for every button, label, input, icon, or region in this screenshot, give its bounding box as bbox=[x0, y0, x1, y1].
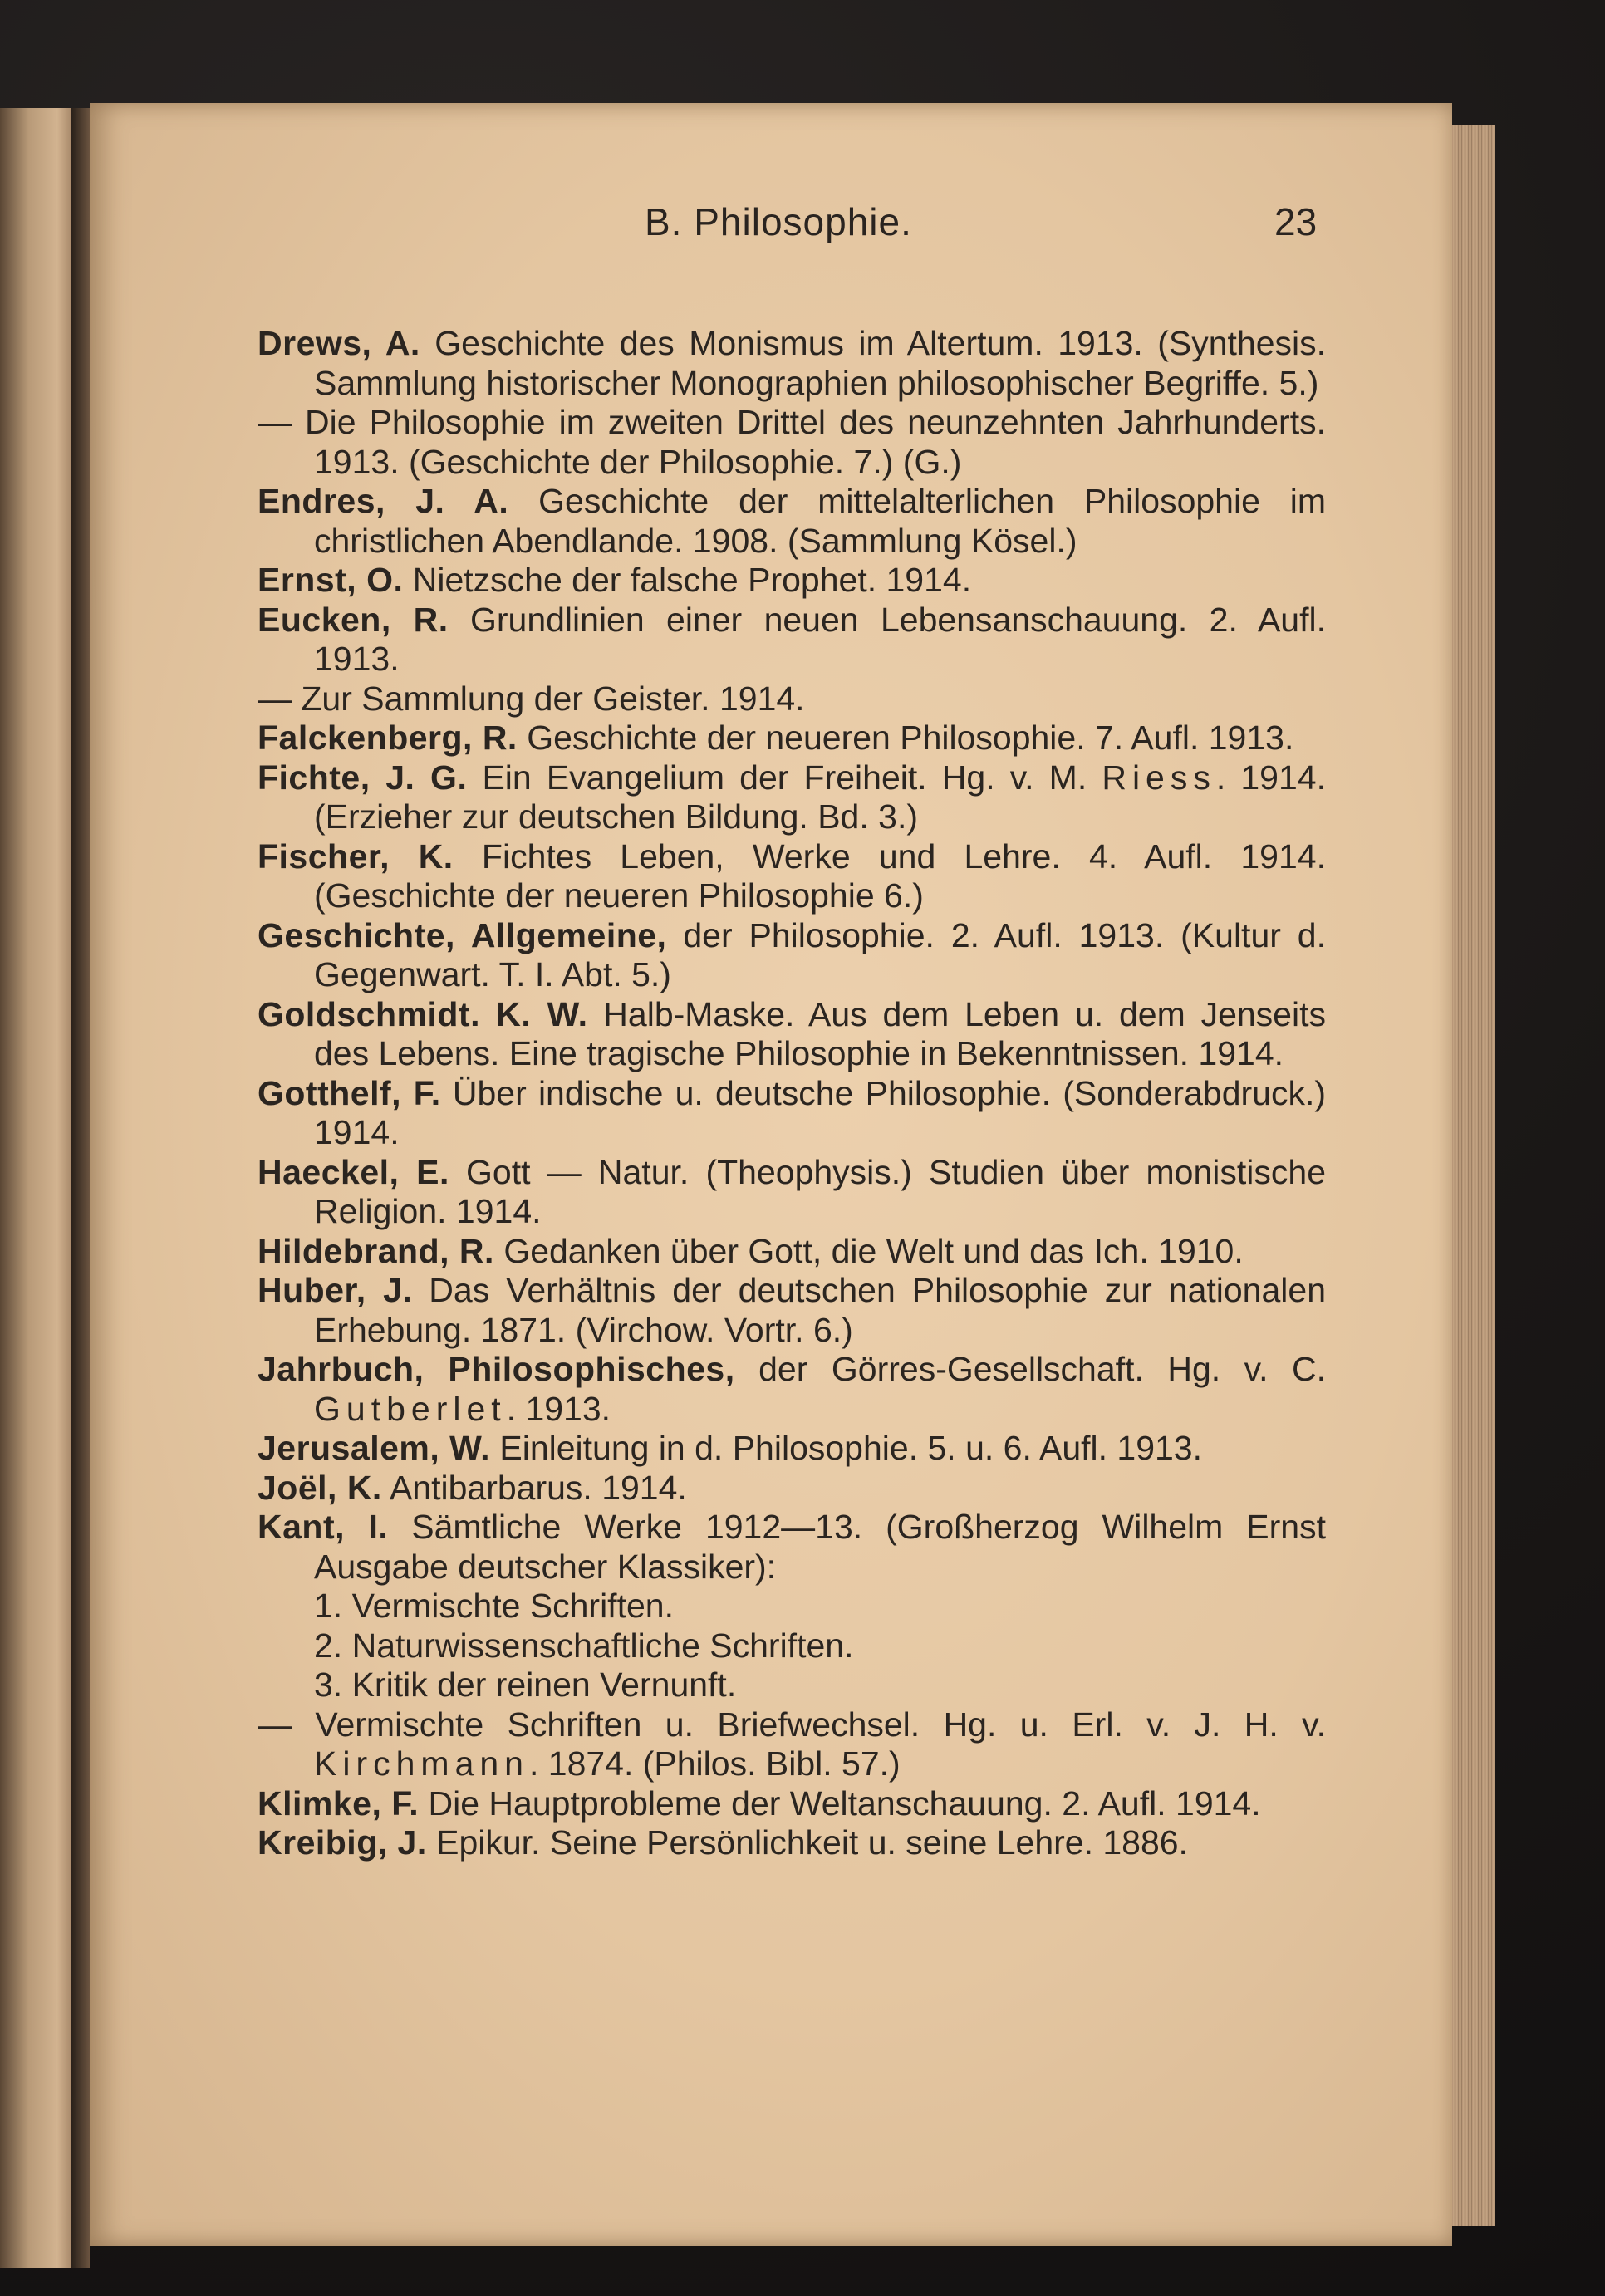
bibliography-entry bbox=[258, 1823, 1326, 1863]
entry-editor-spaced: Riess bbox=[1102, 758, 1216, 797]
entry-text: Grundlinien einer neuen Lebensanschauung. 2. Aufl. 1913. bbox=[314, 600, 1326, 678]
bibliography-entry bbox=[258, 1429, 1326, 1469]
bibliography-entry bbox=[258, 1508, 1326, 1587]
entry-editor-spaced: Gutberlet bbox=[314, 1389, 507, 1428]
entry-author: Fischer, K. bbox=[258, 836, 454, 876]
entry-author: Endres, J. A. bbox=[258, 482, 509, 520]
entry-text-continued: . 1913. bbox=[506, 1389, 611, 1428]
entry-author: Jahrbuch, Philosophisches, bbox=[258, 1350, 735, 1388]
volume-item: 1. Vermischte Schriften. bbox=[314, 1587, 674, 1625]
bibliography-entry bbox=[258, 758, 1326, 837]
entry-author: Haeckel, E. bbox=[258, 1152, 449, 1191]
running-header bbox=[0, 199, 1605, 249]
entry-text: — Vermischte Schriften u. Briefwechsel. Hg. u. Erl. v. J. H. v. bbox=[258, 1705, 1326, 1744]
entry-text: Geschichte der mittelalterlichen Philosophie im christlichen Abendlande. 1908. (Sammlung Kösel.) bbox=[314, 482, 1327, 560]
entry-text: Geschichte der neueren Philosophie. 7. Aufl. 1913. bbox=[517, 719, 1294, 757]
entry-author: Eucken, R. bbox=[258, 600, 449, 639]
bibliography-entry bbox=[258, 837, 1326, 916]
bibliography-entry bbox=[258, 601, 1326, 679]
entry-text: Nietzsche der falsche Prophet. 1914. bbox=[403, 561, 972, 599]
bibliography-entry bbox=[258, 1153, 1326, 1232]
entry-text: Antibarbarus. 1914. bbox=[381, 1468, 687, 1507]
entry-author: Joël, K. bbox=[258, 1468, 382, 1507]
page-edges bbox=[1445, 125, 1495, 2226]
entry-author: Huber, J. bbox=[258, 1271, 413, 1309]
volume-item: 2. Naturwissenschaftliche Schriften. bbox=[314, 1626, 854, 1665]
entry-text: Einleitung in d. Philosophie. 5. u. 6. Aufl. 1913. bbox=[489, 1429, 1203, 1467]
entry-text: Über indische u. deutsche Philosophie. (Sonderabdruck.) 1914. bbox=[314, 1073, 1326, 1151]
entry-author: Drews, A. bbox=[258, 324, 420, 362]
entry-text: Ein Evangelium der Freiheit. Hg. v. M. bbox=[467, 758, 1087, 797]
entry-text-continued: . 1914. (Erzieher zur deutschen Bildung. Bd. 3.) bbox=[314, 758, 1326, 836]
entry-text: Das Verhältnis der deutschen Philosophie zur nationalen Erhebung. 1871. (Virchow. Vortr. 6.) bbox=[314, 1271, 1326, 1349]
section-title: B. Philosophie. bbox=[645, 200, 912, 243]
page-number: 23 bbox=[1274, 200, 1318, 243]
entry-author: Jerusalem, W. bbox=[258, 1429, 490, 1467]
entry-author: Hildebrand, R. bbox=[258, 1231, 494, 1270]
entry-text: Sämtliche Werke 1912—13. (Großherzog Wilhelm Ernst Ausgabe deutscher Klassiker): bbox=[314, 1508, 1326, 1586]
bibliography-entry bbox=[258, 1232, 1326, 1272]
entry-text: Gedanken über Gott, die Welt und das Ich. 1910. bbox=[493, 1231, 1244, 1270]
bibliography-entry bbox=[258, 995, 1326, 1074]
bibliography-entry bbox=[258, 719, 1326, 758]
bibliography-entry bbox=[258, 916, 1326, 995]
entry-editor-spaced: Kirchmann bbox=[314, 1744, 529, 1783]
bibliography-entry bbox=[258, 1350, 1326, 1429]
bibliography-entry bbox=[258, 1469, 1326, 1509]
volume-item: 3. Kritik der reinen Vernunft. bbox=[314, 1666, 737, 1704]
entry-author: Kreibig, J. bbox=[258, 1823, 427, 1862]
entry-text: Gott — Natur. (Theophysis.) Studien über monistische Religion. 1914. bbox=[314, 1152, 1326, 1230]
entry-text: der Görres-Gesellschaft. Hg. v. C. bbox=[734, 1350, 1326, 1388]
entry-text: — Die Philosophie im zweiten Drittel des neunzehnten Jahrhunderts. 1913. (Geschichte der Philosophie. 7.) (G.) bbox=[258, 403, 1326, 481]
entry-author: Goldschmidt. K. W. bbox=[258, 994, 588, 1033]
entry-text: Epikur. Seine Persönlichkeit u. seine Lehre. 1886. bbox=[426, 1823, 1188, 1862]
entry-author: Gotthelf, F. bbox=[258, 1073, 441, 1112]
bibliography-entry bbox=[258, 1271, 1326, 1350]
bibliography-entry bbox=[258, 482, 1326, 561]
book-gutter bbox=[71, 108, 90, 2268]
entry-author: Klimke, F. bbox=[258, 1783, 420, 1823]
entry-author: Geschichte, Allgemeine, bbox=[258, 915, 667, 954]
bibliography-entry bbox=[258, 1784, 1326, 1824]
bibliography-entry bbox=[258, 679, 1326, 719]
bibliography-entry bbox=[258, 561, 1326, 601]
entry-text: der Philosophie. 2. Aufl. 1913. (Kultur d. Gegenwart. T. I. Abt. 5.) bbox=[314, 915, 1326, 993]
left-page-edge bbox=[0, 108, 71, 2268]
entry-author: Kant, I. bbox=[258, 1508, 389, 1546]
entry-text-continued: . 1874. (Philos. Bibl. 57.) bbox=[528, 1744, 901, 1783]
bibliography-entry bbox=[258, 403, 1326, 482]
entry-author: Ernst, O. bbox=[258, 561, 404, 599]
entry-text: Geschichte des Monismus im Altertum. 1913. (Synthesis. Sammlung historischer Monographien philosophischer Begriffe. 5.) bbox=[314, 324, 1327, 402]
bibliography-list bbox=[258, 324, 1326, 1863]
entry-author: Fichte, J. G. bbox=[258, 758, 468, 797]
bibliography-entry bbox=[258, 1074, 1326, 1153]
entry-text: Die Hauptprobleme der Weltanschauung. 2. Aufl. 1914. bbox=[419, 1783, 1261, 1823]
entry-text: — Zur Sammlung der Geister. 1914. bbox=[258, 679, 805, 718]
bibliography-entry bbox=[258, 1705, 1326, 1784]
bibliography-entry bbox=[258, 324, 1326, 403]
entry-text: Halb-Maske. Aus dem Leben u. dem Jenseits des Lebens. Eine tragische Philosophie in Bekenntnissen. 1914. bbox=[314, 994, 1326, 1072]
entry-text: Fichtes Leben, Werke und Lehre. 4. Aufl. 1914. (Geschichte der neueren Philosophie 6.) bbox=[314, 836, 1326, 915]
entry-author: Falckenberg, R. bbox=[258, 719, 518, 757]
